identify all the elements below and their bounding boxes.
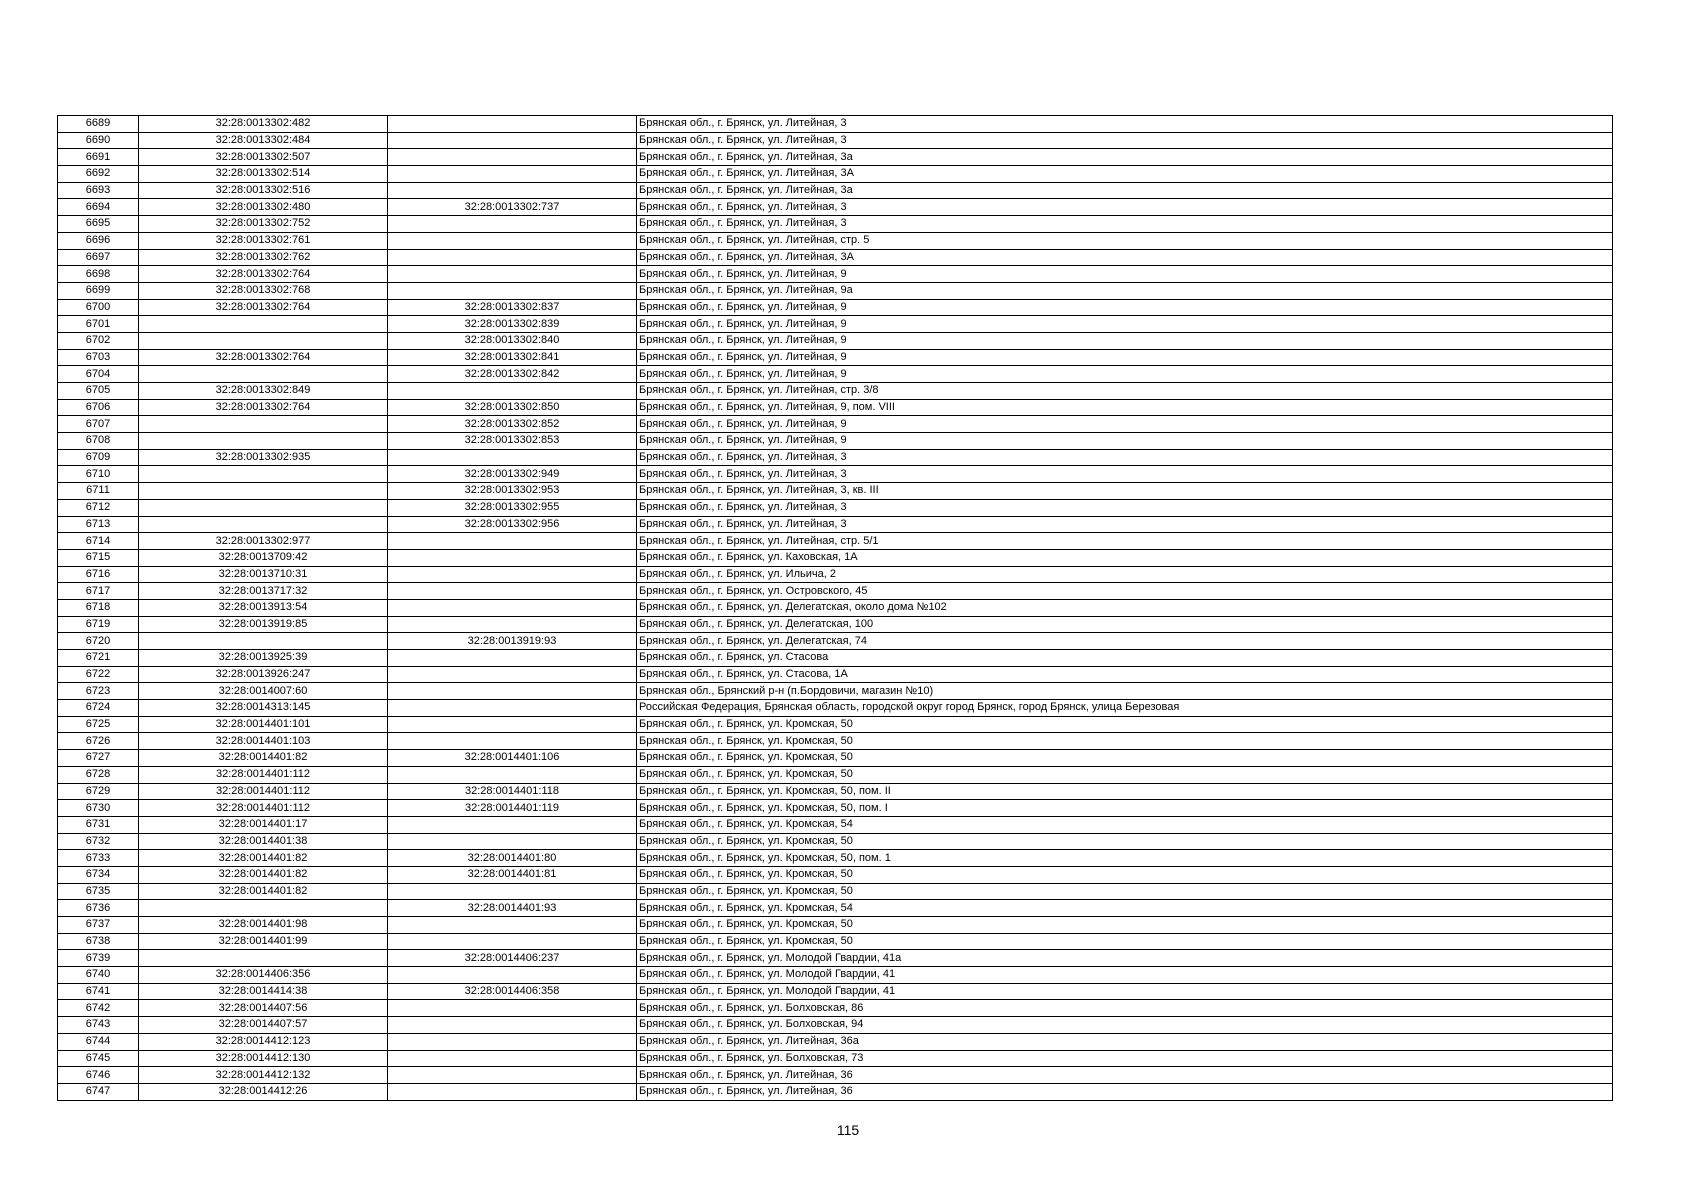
cadastral-number-cell: 32:28:0013302:507 [139,149,388,166]
address-cell: Брянская обл., г. Брянск, ул. Литейная, стр. 5 [637,232,1613,249]
address-cell: Брянская обл., г. Брянск, ул. Островского, 45 [637,583,1613,600]
table-row [58,1083,1613,1100]
address-cell: Брянская обл., г. Брянск, ул. Молодой Гвардии, 41 [637,967,1613,984]
related-cadastral-number-cell [388,700,637,717]
table-row [58,900,1613,917]
table-row [58,466,1613,483]
related-cadastral-number-cell [388,1083,637,1100]
address-cell: Брянская обл., г. Брянск, ул. Делегатская, 74 [637,633,1613,650]
related-cadastral-number-cell [388,1033,637,1050]
related-cadastral-number-cell [388,132,637,149]
address-cell: Брянская обл., г. Брянск, ул. Молодой Гвардии, 41а [637,950,1613,967]
cadastral-number-cell [139,433,388,450]
row-number-cell: 6700 [58,299,139,316]
table-row [58,199,1613,216]
cadastral-number-cell: 32:28:0013302:752 [139,216,388,233]
row-number-cell: 6743 [58,1017,139,1034]
related-cadastral-number-cell [388,616,637,633]
row-number-cell: 6710 [58,466,139,483]
related-cadastral-number-cell [388,933,637,950]
related-cadastral-number-cell [388,766,637,783]
table-row [58,266,1613,283]
row-number-cell: 6696 [58,232,139,249]
table-row [58,967,1613,984]
address-cell: Брянская обл., г. Брянск, ул. Литейная, 3 [637,466,1613,483]
table-row [58,633,1613,650]
address-cell: Брянская обл., г. Брянск, ул. Кромская, 50 [637,866,1613,883]
related-cadastral-number-cell: 32:28:0014406:358 [388,983,637,1000]
cadastral-number-cell: 32:28:0013710:31 [139,566,388,583]
address-cell: Брянская обл., г. Брянск, ул. Литейная, 3, кв. III [637,483,1613,500]
table-row [58,332,1613,349]
row-number-cell: 6737 [58,917,139,934]
related-cadastral-number-cell: 32:28:0013302:953 [388,483,637,500]
related-cadastral-number-cell [388,116,637,133]
cadastral-number-cell: 32:28:0014401:101 [139,716,388,733]
address-cell: Брянская обл., г. Брянск, ул. Молодой Гвардии, 41 [637,983,1613,1000]
cadastral-number-cell: 32:28:0014401:98 [139,917,388,934]
row-number-cell: 6721 [58,650,139,667]
address-cell: Брянская обл., г. Брянск, ул. Литейная, 3а [637,182,1613,199]
table-row [58,566,1613,583]
row-number-cell: 6719 [58,616,139,633]
address-cell: Брянская обл., г. Брянск, ул. Литейная, 36 [637,1083,1613,1100]
cadastral-number-cell: 32:28:0013302:768 [139,282,388,299]
related-cadastral-number-cell [388,449,637,466]
row-number-cell: 6702 [58,332,139,349]
table-row [58,399,1613,416]
address-cell: Брянская обл., г. Брянск, ул. Каховская, 1А [637,549,1613,566]
address-cell: Российская Федерация, Брянская область, городской округ город Брянск, город Брянск, улица Березовая [637,700,1613,717]
table-row [58,650,1613,667]
address-cell: Брянская обл., г. Брянск, ул. Кромская, 50, пом. II [637,783,1613,800]
cadastral-number-cell [139,633,388,650]
address-cell: Брянская обл., г. Брянск, ул. Литейная, 9 [637,299,1613,316]
cadastral-number-cell: 32:28:0013302:484 [139,132,388,149]
row-number-cell: 6692 [58,166,139,183]
related-cadastral-number-cell [388,1050,637,1067]
table-row [58,149,1613,166]
table-row [58,683,1613,700]
row-number-cell: 6716 [58,566,139,583]
cadastral-number-cell [139,366,388,383]
cadastral-number-cell: 32:28:0013302:935 [139,449,388,466]
table-row [58,583,1613,600]
row-number-cell: 6712 [58,499,139,516]
row-number-cell: 6697 [58,249,139,266]
row-number-cell: 6708 [58,433,139,450]
row-number-cell: 6693 [58,182,139,199]
address-cell: Брянская обл., г. Брянск, ул. Литейная, 3 [637,132,1613,149]
cadastral-number-cell: 32:28:0013919:85 [139,616,388,633]
related-cadastral-number-cell: 32:28:0014401:93 [388,900,637,917]
address-cell: Брянская обл., г. Брянск, ул. Кромская, 50 [637,716,1613,733]
row-number-cell: 6718 [58,599,139,616]
row-number-cell: 6714 [58,533,139,550]
row-number-cell: 6725 [58,716,139,733]
row-number-cell: 6715 [58,549,139,566]
cadastral-number-cell: 32:28:0013302:516 [139,182,388,199]
table-row [58,416,1613,433]
related-cadastral-number-cell: 32:28:0013302:956 [388,516,637,533]
address-cell: Брянская обл., г. Брянск, ул. Кромская, 50 [637,883,1613,900]
cadastral-number-cell: 32:28:0013302:764 [139,349,388,366]
address-cell: Брянская обл., г. Брянск, ул. Стасова [637,650,1613,667]
row-number-cell: 6717 [58,583,139,600]
related-cadastral-number-cell: 32:28:0014401:80 [388,850,637,867]
row-number-cell: 6706 [58,399,139,416]
table-row [58,166,1613,183]
address-cell: Брянская обл., г. Брянск, ул. Стасова, 1А [637,666,1613,683]
cadastral-number-cell [139,466,388,483]
related-cadastral-number-cell [388,917,637,934]
row-number-cell: 6689 [58,116,139,133]
related-cadastral-number-cell [388,149,637,166]
table-row [58,132,1613,149]
cadastral-number-cell [139,332,388,349]
cadastral-number-cell: 32:28:0013302:764 [139,299,388,316]
related-cadastral-number-cell [388,733,637,750]
cadastral-number-cell: 32:28:0014412:132 [139,1067,388,1084]
row-number-cell: 6694 [58,199,139,216]
row-number-cell: 6722 [58,666,139,683]
cadastral-number-cell: 32:28:0014401:112 [139,800,388,817]
cadastral-number-cell: 32:28:0014407:57 [139,1017,388,1034]
address-cell: Брянская обл., г. Брянск, ул. Литейная, 9 [637,316,1613,333]
address-cell: Брянская обл., г. Брянск, ул. Литейная, 3 [637,499,1613,516]
table-row [58,1050,1613,1067]
related-cadastral-number-cell: 32:28:0013302:841 [388,349,637,366]
table-row [58,499,1613,516]
address-cell: Брянская обл., г. Брянск, ул. Болховская, 73 [637,1050,1613,1067]
row-number-cell: 6695 [58,216,139,233]
table-row [58,616,1613,633]
table-row [58,716,1613,733]
row-number-cell: 6739 [58,950,139,967]
address-cell: Брянская обл., г. Брянск, ул. Литейная, 9 [637,366,1613,383]
table-row [58,833,1613,850]
address-cell: Брянская обл., г. Брянск, ул. Делегатская, около дома №102 [637,599,1613,616]
related-cadastral-number-cell [388,266,637,283]
table-row [58,182,1613,199]
related-cadastral-number-cell [388,833,637,850]
related-cadastral-number-cell [388,683,637,700]
related-cadastral-number-cell: 32:28:0013302:839 [388,316,637,333]
related-cadastral-number-cell [388,533,637,550]
cadastral-number-cell: 32:28:0014401:99 [139,933,388,950]
address-cell: Брянская обл., г. Брянск, ул. Литейная, стр. 5/1 [637,533,1613,550]
table-row [58,366,1613,383]
row-number-cell: 6741 [58,983,139,1000]
row-number-cell: 6744 [58,1033,139,1050]
table-row [58,599,1613,616]
cadastral-number-cell: 32:28:0014414:38 [139,983,388,1000]
address-cell: Брянская обл., г. Брянск, ул. Литейная, 9 [637,349,1613,366]
address-cell: Брянская обл., г. Брянск, ул. Литейная, 3 [637,116,1613,133]
table-row [58,883,1613,900]
table-row [58,1000,1613,1017]
row-number-cell: 6731 [58,816,139,833]
row-number-cell: 6727 [58,750,139,767]
cadastral-number-cell: 32:28:0013925:39 [139,650,388,667]
row-number-cell: 6742 [58,1000,139,1017]
address-cell: Брянская обл., г. Брянск, ул. Литейная, 9, пом. VIII [637,399,1613,416]
address-cell: Брянская обл., г. Брянск, ул. Литейная, 3 [637,516,1613,533]
row-number-cell: 6747 [58,1083,139,1100]
related-cadastral-number-cell [388,650,637,667]
table-row [58,232,1613,249]
row-number-cell: 6745 [58,1050,139,1067]
cadastral-number-cell [139,900,388,917]
table-row [58,850,1613,867]
related-cadastral-number-cell: 32:28:0013302:737 [388,199,637,216]
related-cadastral-number-cell [388,1017,637,1034]
related-cadastral-number-cell [388,383,637,400]
cadastral-number-cell: 32:28:0014401:82 [139,866,388,883]
cadastral-number-cell: 32:28:0013717:32 [139,583,388,600]
row-number-cell: 6707 [58,416,139,433]
address-cell: Брянская обл., г. Брянск, ул. Литейная, 9 [637,433,1613,450]
cadastral-number-cell: 32:28:0013302:849 [139,383,388,400]
address-cell: Брянская обл., г. Брянск, ул. Кромская, 50 [637,766,1613,783]
address-cell: Брянская обл., г. Брянск, ул. Кромская, 50 [637,933,1613,950]
table-row [58,950,1613,967]
table-row [58,800,1613,817]
table-row [58,933,1613,950]
table-row [58,249,1613,266]
related-cadastral-number-cell [388,1000,637,1017]
row-number-cell: 6704 [58,366,139,383]
related-cadastral-number-cell [388,282,637,299]
row-number-cell: 6738 [58,933,139,950]
table-row [58,1067,1613,1084]
cadastral-number-cell: 32:28:0014412:130 [139,1050,388,1067]
related-cadastral-number-cell [388,583,637,600]
table-row [58,783,1613,800]
address-cell: Брянская обл., г. Брянск, ул. Ильича, 2 [637,566,1613,583]
address-cell: Брянская обл., г. Брянск, ул. Литейная, 9а [637,282,1613,299]
related-cadastral-number-cell [388,549,637,566]
row-number-cell: 6699 [58,282,139,299]
related-cadastral-number-cell: 32:28:0013919:93 [388,633,637,650]
cadastral-number-cell: 32:28:0014407:56 [139,1000,388,1017]
table-row [58,282,1613,299]
cadastral-number-cell: 32:28:0014401:103 [139,733,388,750]
related-cadastral-number-cell: 32:28:0014401:106 [388,750,637,767]
address-cell: Брянская обл., г. Брянск, ул. Литейная, стр. 3/8 [637,383,1613,400]
row-number-cell: 6746 [58,1067,139,1084]
row-number-cell: 6709 [58,449,139,466]
table-row [58,316,1613,333]
row-number-cell: 6735 [58,883,139,900]
related-cadastral-number-cell [388,166,637,183]
row-number-cell: 6729 [58,783,139,800]
related-cadastral-number-cell [388,599,637,616]
related-cadastral-number-cell [388,666,637,683]
row-number-cell: 6698 [58,266,139,283]
table-row [58,700,1613,717]
address-cell: Брянская обл., г. Брянск, ул. Литейная, 3А [637,249,1613,266]
row-number-cell: 6730 [58,800,139,817]
address-cell: Брянская обл., Брянский р-н (п.Бордовичи, магазин №10) [637,683,1613,700]
cadastral-number-cell: 32:28:0014401:17 [139,816,388,833]
address-cell: Брянская обл., г. Брянск, ул. Литейная, 36 [637,1067,1613,1084]
cadastral-number-cell: 32:28:0013302:514 [139,166,388,183]
row-number-cell: 6711 [58,483,139,500]
cadastral-number-cell [139,950,388,967]
address-cell: Брянская обл., г. Брянск, ул. Литейная, 36а [637,1033,1613,1050]
address-cell: Брянская обл., г. Брянск, ул. Болховская, 94 [637,1017,1613,1034]
registry-table-body [58,116,1613,1101]
address-cell: Брянская обл., г. Брянск, ул. Литейная, 3А [637,166,1613,183]
related-cadastral-number-cell [388,566,637,583]
address-cell: Брянская обл., г. Брянск, ул. Литейная, 9 [637,332,1613,349]
table-row [58,549,1613,566]
table-row [58,483,1613,500]
related-cadastral-number-cell: 32:28:0013302:852 [388,416,637,433]
table-row [58,299,1613,316]
table-row [58,766,1613,783]
related-cadastral-number-cell: 32:28:0013302:837 [388,299,637,316]
row-number-cell: 6720 [58,633,139,650]
table-row [58,349,1613,366]
address-cell: Брянская обл., г. Брянск, ул. Литейная, 3 [637,199,1613,216]
cadastral-number-cell: 32:28:0014313:145 [139,700,388,717]
cadastral-number-cell: 32:28:0013302:764 [139,266,388,283]
table-row [58,733,1613,750]
related-cadastral-number-cell: 32:28:0013302:853 [388,433,637,450]
address-cell: Брянская обл., г. Брянск, ул. Литейная, 3 [637,449,1613,466]
address-cell: Брянская обл., г. Брянск, ул. Делегатская, 100 [637,616,1613,633]
related-cadastral-number-cell [388,182,637,199]
address-cell: Брянская обл., г. Брянск, ул. Кромская, 50, пом. 1 [637,850,1613,867]
row-number-cell: 6724 [58,700,139,717]
address-cell: Брянская обл., г. Брянск, ул. Кромская, 50 [637,917,1613,934]
table-row [58,1033,1613,1050]
related-cadastral-number-cell: 32:28:0014401:81 [388,866,637,883]
related-cadastral-number-cell [388,216,637,233]
cadastral-number-cell [139,316,388,333]
related-cadastral-number-cell [388,816,637,833]
address-cell: Брянская обл., г. Брянск, ул. Кромская, 54 [637,900,1613,917]
cadastral-number-cell: 32:28:0014401:112 [139,783,388,800]
cadastral-number-cell [139,499,388,516]
cadastral-number-cell [139,516,388,533]
registry-table [57,115,1613,1101]
related-cadastral-number-cell: 32:28:0013302:949 [388,466,637,483]
related-cadastral-number-cell: 32:28:0014401:119 [388,800,637,817]
cadastral-number-cell: 32:28:0013926:247 [139,666,388,683]
address-cell: Брянская обл., г. Брянск, ул. Кромская, 50 [637,750,1613,767]
address-cell: Брянская обл., г. Брянск, ул. Литейная, 3а [637,149,1613,166]
row-number-cell: 6705 [58,383,139,400]
row-number-cell: 6701 [58,316,139,333]
address-cell: Брянская обл., г. Брянск, ул. Литейная, 3 [637,216,1613,233]
cadastral-number-cell: 32:28:0014007:60 [139,683,388,700]
cadastral-number-cell: 32:28:0014401:112 [139,766,388,783]
address-cell: Брянская обл., г. Брянск, ул. Болховская, 86 [637,1000,1613,1017]
related-cadastral-number-cell [388,716,637,733]
cadastral-number-cell: 32:28:0014412:123 [139,1033,388,1050]
cadastral-number-cell: 32:28:0013302:482 [139,116,388,133]
row-number-cell: 6713 [58,516,139,533]
cadastral-number-cell: 32:28:0014401:82 [139,883,388,900]
table-row [58,516,1613,533]
table-row [58,116,1613,133]
cadastral-number-cell: 32:28:0013913:54 [139,599,388,616]
cadastral-number-cell: 32:28:0013302:762 [139,249,388,266]
related-cadastral-number-cell [388,1067,637,1084]
row-number-cell: 6691 [58,149,139,166]
table-row [58,433,1613,450]
related-cadastral-number-cell [388,883,637,900]
row-number-cell: 6740 [58,967,139,984]
row-number-cell: 6736 [58,900,139,917]
table-row [58,917,1613,934]
related-cadastral-number-cell [388,232,637,249]
address-cell: Брянская обл., г. Брянск, ул. Кромская, 54 [637,816,1613,833]
related-cadastral-number-cell: 32:28:0013302:850 [388,399,637,416]
related-cadastral-number-cell: 32:28:0013302:955 [388,499,637,516]
cadastral-number-cell: 32:28:0013709:42 [139,549,388,566]
cadastral-number-cell: 32:28:0013302:761 [139,232,388,249]
table-row [58,866,1613,883]
table-row [58,533,1613,550]
address-cell: Брянская обл., г. Брянск, ул. Литейная, 9 [637,266,1613,283]
related-cadastral-number-cell: 32:28:0013302:840 [388,332,637,349]
cadastral-number-cell: 32:28:0014401:82 [139,850,388,867]
table-row [58,216,1613,233]
address-cell: Брянская обл., г. Брянск, ул. Кромская, 50 [637,733,1613,750]
related-cadastral-number-cell: 32:28:0014401:118 [388,783,637,800]
table-row [58,1017,1613,1034]
cadastral-number-cell: 32:28:0013302:977 [139,533,388,550]
table-row [58,983,1613,1000]
related-cadastral-number-cell [388,249,637,266]
row-number-cell: 6728 [58,766,139,783]
page-number: 115 [836,1122,860,1138]
cadastral-number-cell: 32:28:0014401:38 [139,833,388,850]
address-cell: Брянская обл., г. Брянск, ул. Литейная, 9 [637,416,1613,433]
row-number-cell: 6690 [58,132,139,149]
address-cell: Брянская обл., г. Брянск, ул. Кромская, 50 [637,833,1613,850]
cadastral-number-cell [139,483,388,500]
cadastral-number-cell: 32:28:0014401:82 [139,750,388,767]
table-row [58,750,1613,767]
table-row [58,666,1613,683]
address-cell: Брянская обл., г. Брянск, ул. Кромская, 50, пом. I [637,800,1613,817]
row-number-cell: 6703 [58,349,139,366]
row-number-cell: 6732 [58,833,139,850]
row-number-cell: 6734 [58,866,139,883]
cadastral-number-cell: 32:28:0013302:480 [139,199,388,216]
related-cadastral-number-cell [388,967,637,984]
row-number-cell: 6733 [58,850,139,867]
row-number-cell: 6726 [58,733,139,750]
cadastral-number-cell: 32:28:0014406:356 [139,967,388,984]
related-cadastral-number-cell: 32:28:0014406:237 [388,950,637,967]
table-row [58,449,1613,466]
row-number-cell: 6723 [58,683,139,700]
cadastral-number-cell: 32:28:0013302:764 [139,399,388,416]
table-row [58,816,1613,833]
table-row [58,383,1613,400]
related-cadastral-number-cell: 32:28:0013302:842 [388,366,637,383]
cadastral-number-cell [139,416,388,433]
cadastral-number-cell: 32:28:0014412:26 [139,1083,388,1100]
